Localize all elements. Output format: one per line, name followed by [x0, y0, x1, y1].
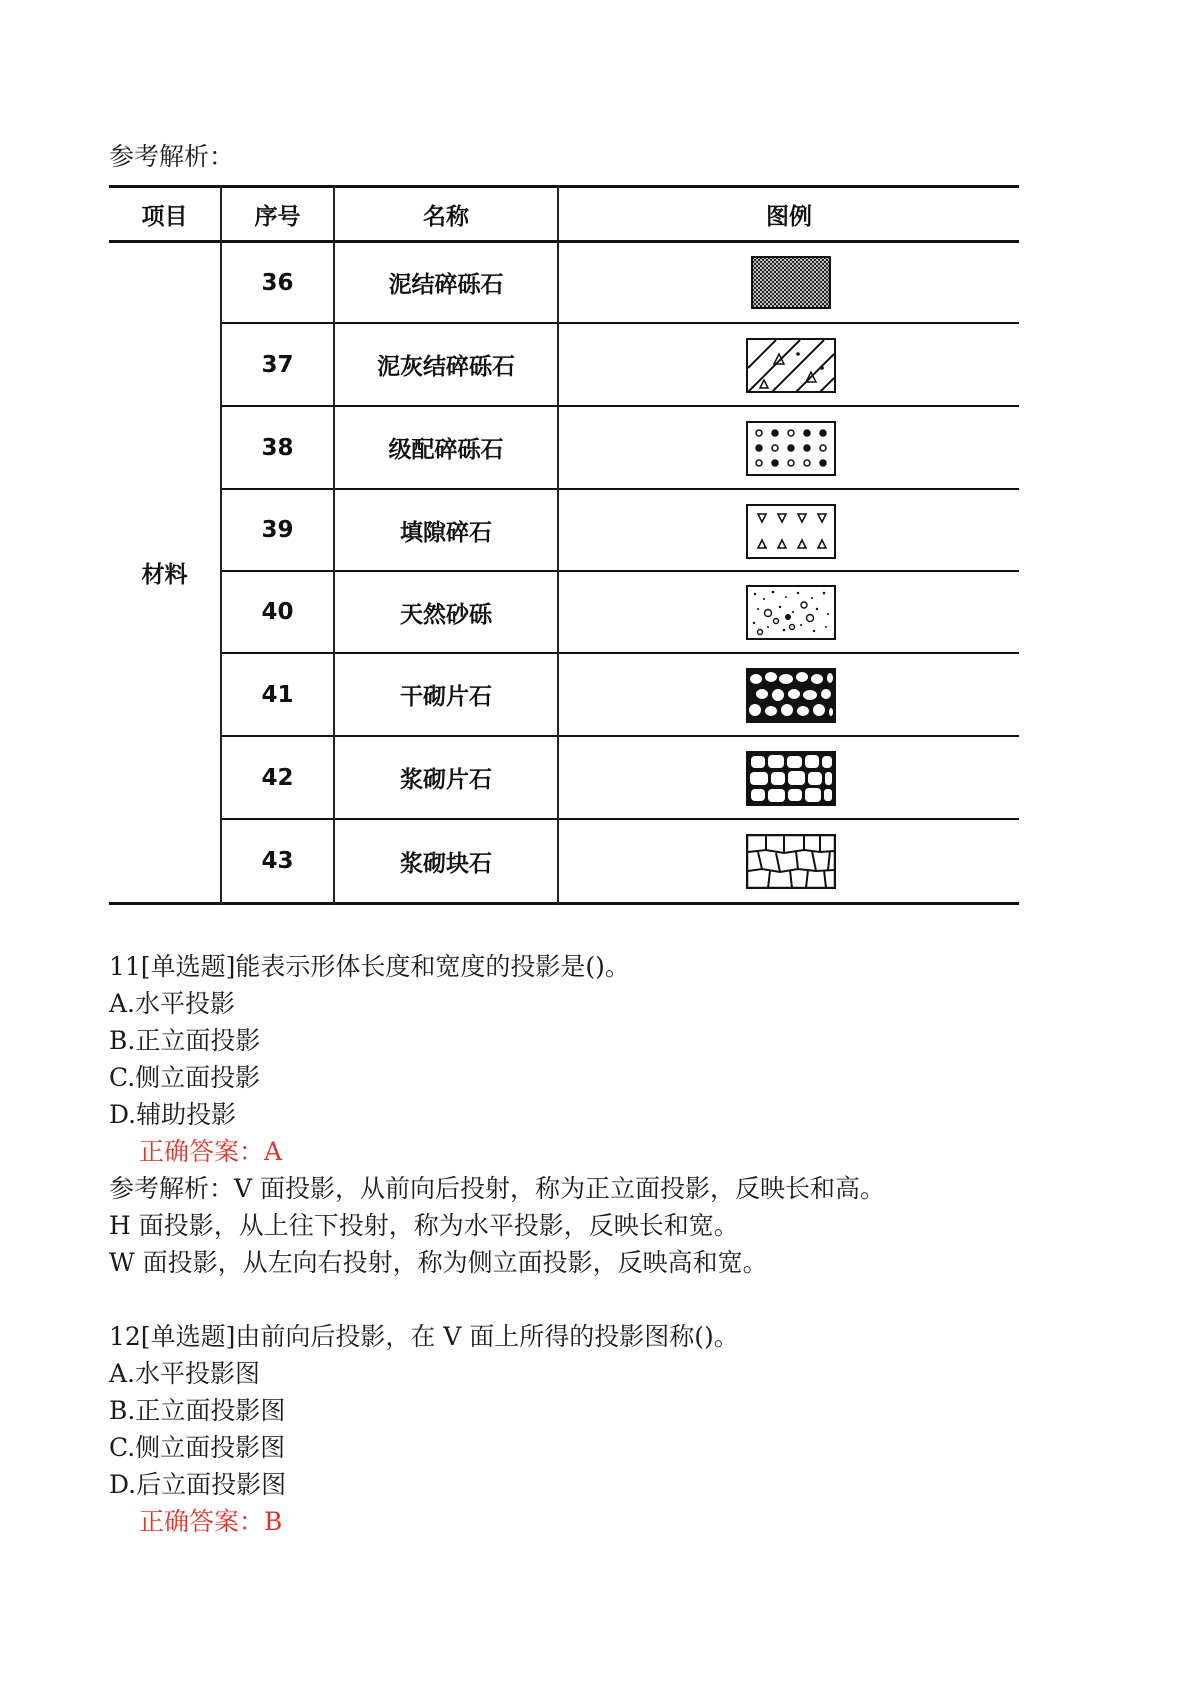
materials-legend-table: [109, 185, 1019, 905]
q12-correct-answer: 正确答案：B: [139, 1507, 283, 1536]
row-name: 干砌片石: [400, 684, 492, 710]
row-number: 36: [261, 269, 294, 296]
row-number: 43: [261, 848, 294, 874]
q11-option-b: B.正立面投影: [109, 1026, 261, 1055]
q11-explanation-line: H 面投影，从上往下投射，称为水平投影，反映长和宽。: [109, 1211, 739, 1240]
column-divider: [557, 185, 559, 905]
row-number: 37: [261, 351, 294, 378]
q11-correct-answer: 正确答案：A: [139, 1137, 283, 1166]
header-name: 名称: [423, 203, 469, 230]
q11-explanation-line: W 面投影，从左向右投射，称为侧立面投影，反映高和宽。: [109, 1248, 768, 1277]
speckled-sand-pattern-icon: [746, 585, 836, 640]
dry-rubble-pattern-icon: [746, 668, 836, 723]
row-number: 41: [261, 681, 294, 708]
q11-option-a: A.水平投影: [109, 989, 236, 1018]
row-name: 填隙碎石: [400, 519, 492, 546]
row-name: 浆砌块石: [400, 850, 492, 877]
header-item: 项目: [141, 203, 188, 230]
category-cell: 材料: [141, 562, 188, 588]
dot-circle-grid-pattern-icon: [746, 421, 836, 476]
diagonal-triangle-pattern-icon: [746, 338, 836, 393]
q11-explanation-line: 参考解析：V 面投影，从前向后投射，称为正立面投影，反映长和高。: [109, 1174, 886, 1203]
row-name: 浆砌片石: [400, 767, 492, 793]
analysis-heading: 参考解析：: [109, 142, 235, 171]
q12-option-c: C.侧立面投影图: [109, 1433, 286, 1462]
q12-option-b: B.正立面投影图: [109, 1396, 286, 1425]
q12-option-a: A.水平投影图: [109, 1359, 261, 1388]
row-name: 级配碎砾石: [388, 437, 504, 463]
header-legend: 图例: [766, 203, 812, 230]
row-name: 泥灰结碎砾石: [377, 354, 515, 380]
q11-option-c: C.侧立面投影: [109, 1063, 261, 1092]
question-12: 12[单选题]由前向后投影，在 V 面上所得的投影图称()。: [109, 1322, 739, 1351]
row-name: 天然砂砾: [400, 601, 492, 628]
row-number: 42: [261, 764, 294, 791]
question-11: 11[单选题]能表示形体长度和宽度的投影是()。: [109, 952, 630, 981]
row-number: 39: [261, 517, 294, 543]
row-number: 38: [261, 434, 294, 461]
crosshatch-pattern-icon: [751, 256, 831, 309]
triangle-grid-pattern-icon: [746, 504, 836, 559]
header-number: 序号: [254, 203, 301, 230]
block-stone-pattern-icon: [746, 834, 836, 889]
row-name: 泥结碎砾石: [388, 272, 504, 298]
mortar-rubble-pattern-icon: [746, 751, 836, 806]
table-bottom-rule: [109, 902, 1019, 905]
row-number: 40: [261, 599, 294, 625]
q12-option-d: D.后立面投影图: [109, 1470, 287, 1499]
q11-option-d: D.辅助投影: [109, 1100, 237, 1129]
